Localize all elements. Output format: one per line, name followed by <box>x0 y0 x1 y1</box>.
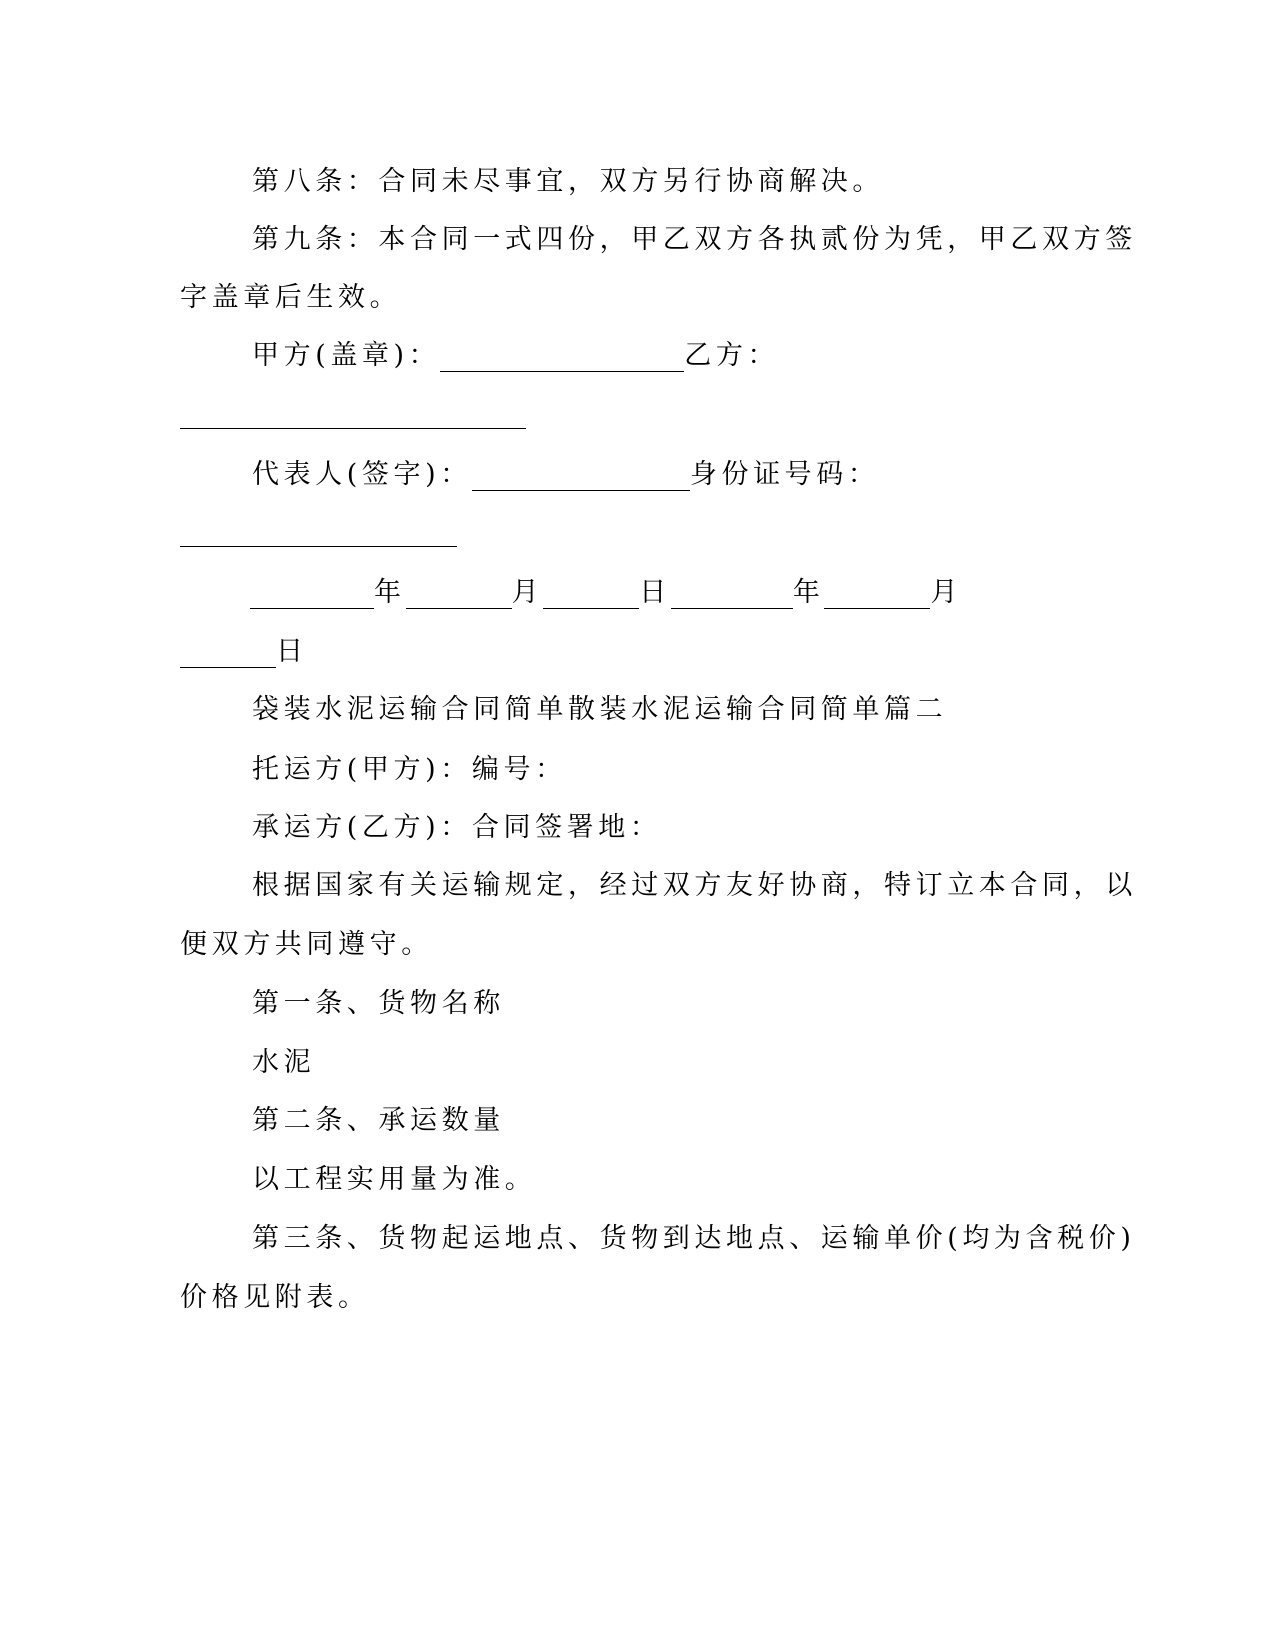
preamble-line1: 根据国家有关运输规定，经过双方友好协商，特订立本合同，以 <box>252 870 1137 901</box>
month-blank-b <box>824 580 930 609</box>
representative-label: 代表人(签字)： <box>252 459 472 490</box>
article-2-body: 以工程实用量为准。 <box>252 1164 537 1195</box>
day-label-b: 日 <box>276 636 308 667</box>
date-line-2 <box>180 632 1275 672</box>
preamble-line2: 便双方共同遵守。 <box>180 929 433 960</box>
month-label-a: 月 <box>511 577 544 608</box>
date-line <box>250 573 1275 613</box>
party-a-label: 甲方(盖章)： <box>252 340 441 371</box>
month-label-b: 月 <box>930 577 963 608</box>
carrier-line: 承运方(乙方)：合同签署地： <box>252 812 662 843</box>
year-label-a: 年 <box>374 577 406 608</box>
section-2-title: 袋装水泥运输合同简单散装水泥运输合同简单篇二 <box>252 694 948 725</box>
representative-blank <box>472 462 690 491</box>
party-a-blank <box>440 343 684 372</box>
day-blank-a <box>543 580 639 609</box>
article-3-line2: 价格见附表。 <box>180 1282 370 1313</box>
article-3-line1: 第三条、货物起运地点、货物到达地点、运输单价(均为含税价) <box>252 1223 1136 1254</box>
year-label-b: 年 <box>792 577 825 608</box>
article-9-text-line1: 第九条：本合同一式四份，甲乙双方各执贰份为凭，甲乙双方签 <box>252 224 1137 255</box>
month-blank-a <box>406 580 512 609</box>
day-label-a: 日 <box>639 577 671 608</box>
id-number-label: 身份证号码： <box>689 459 880 490</box>
year-blank-b <box>671 580 793 609</box>
shipper-line: 托运方(甲方)：编号： <box>252 754 567 785</box>
article-1-body: 水泥 <box>252 1047 316 1078</box>
article-8-text: 第八条：合同未尽事宜，双方另行协商解决。 <box>252 166 884 197</box>
party-a-seal-line <box>252 336 1275 376</box>
year-blank-a <box>250 580 374 609</box>
id-number-blank <box>180 546 457 547</box>
article-1-title: 第一条、货物名称 <box>252 988 505 1019</box>
representative-line <box>252 455 1275 495</box>
article-2-title: 第二条、承运数量 <box>252 1105 505 1136</box>
day-blank-b <box>180 639 276 668</box>
article-9-text-line2: 字盖章后生效。 <box>180 282 402 313</box>
party-b-label: 乙方： <box>684 340 780 371</box>
party-b-blank <box>180 428 526 429</box>
